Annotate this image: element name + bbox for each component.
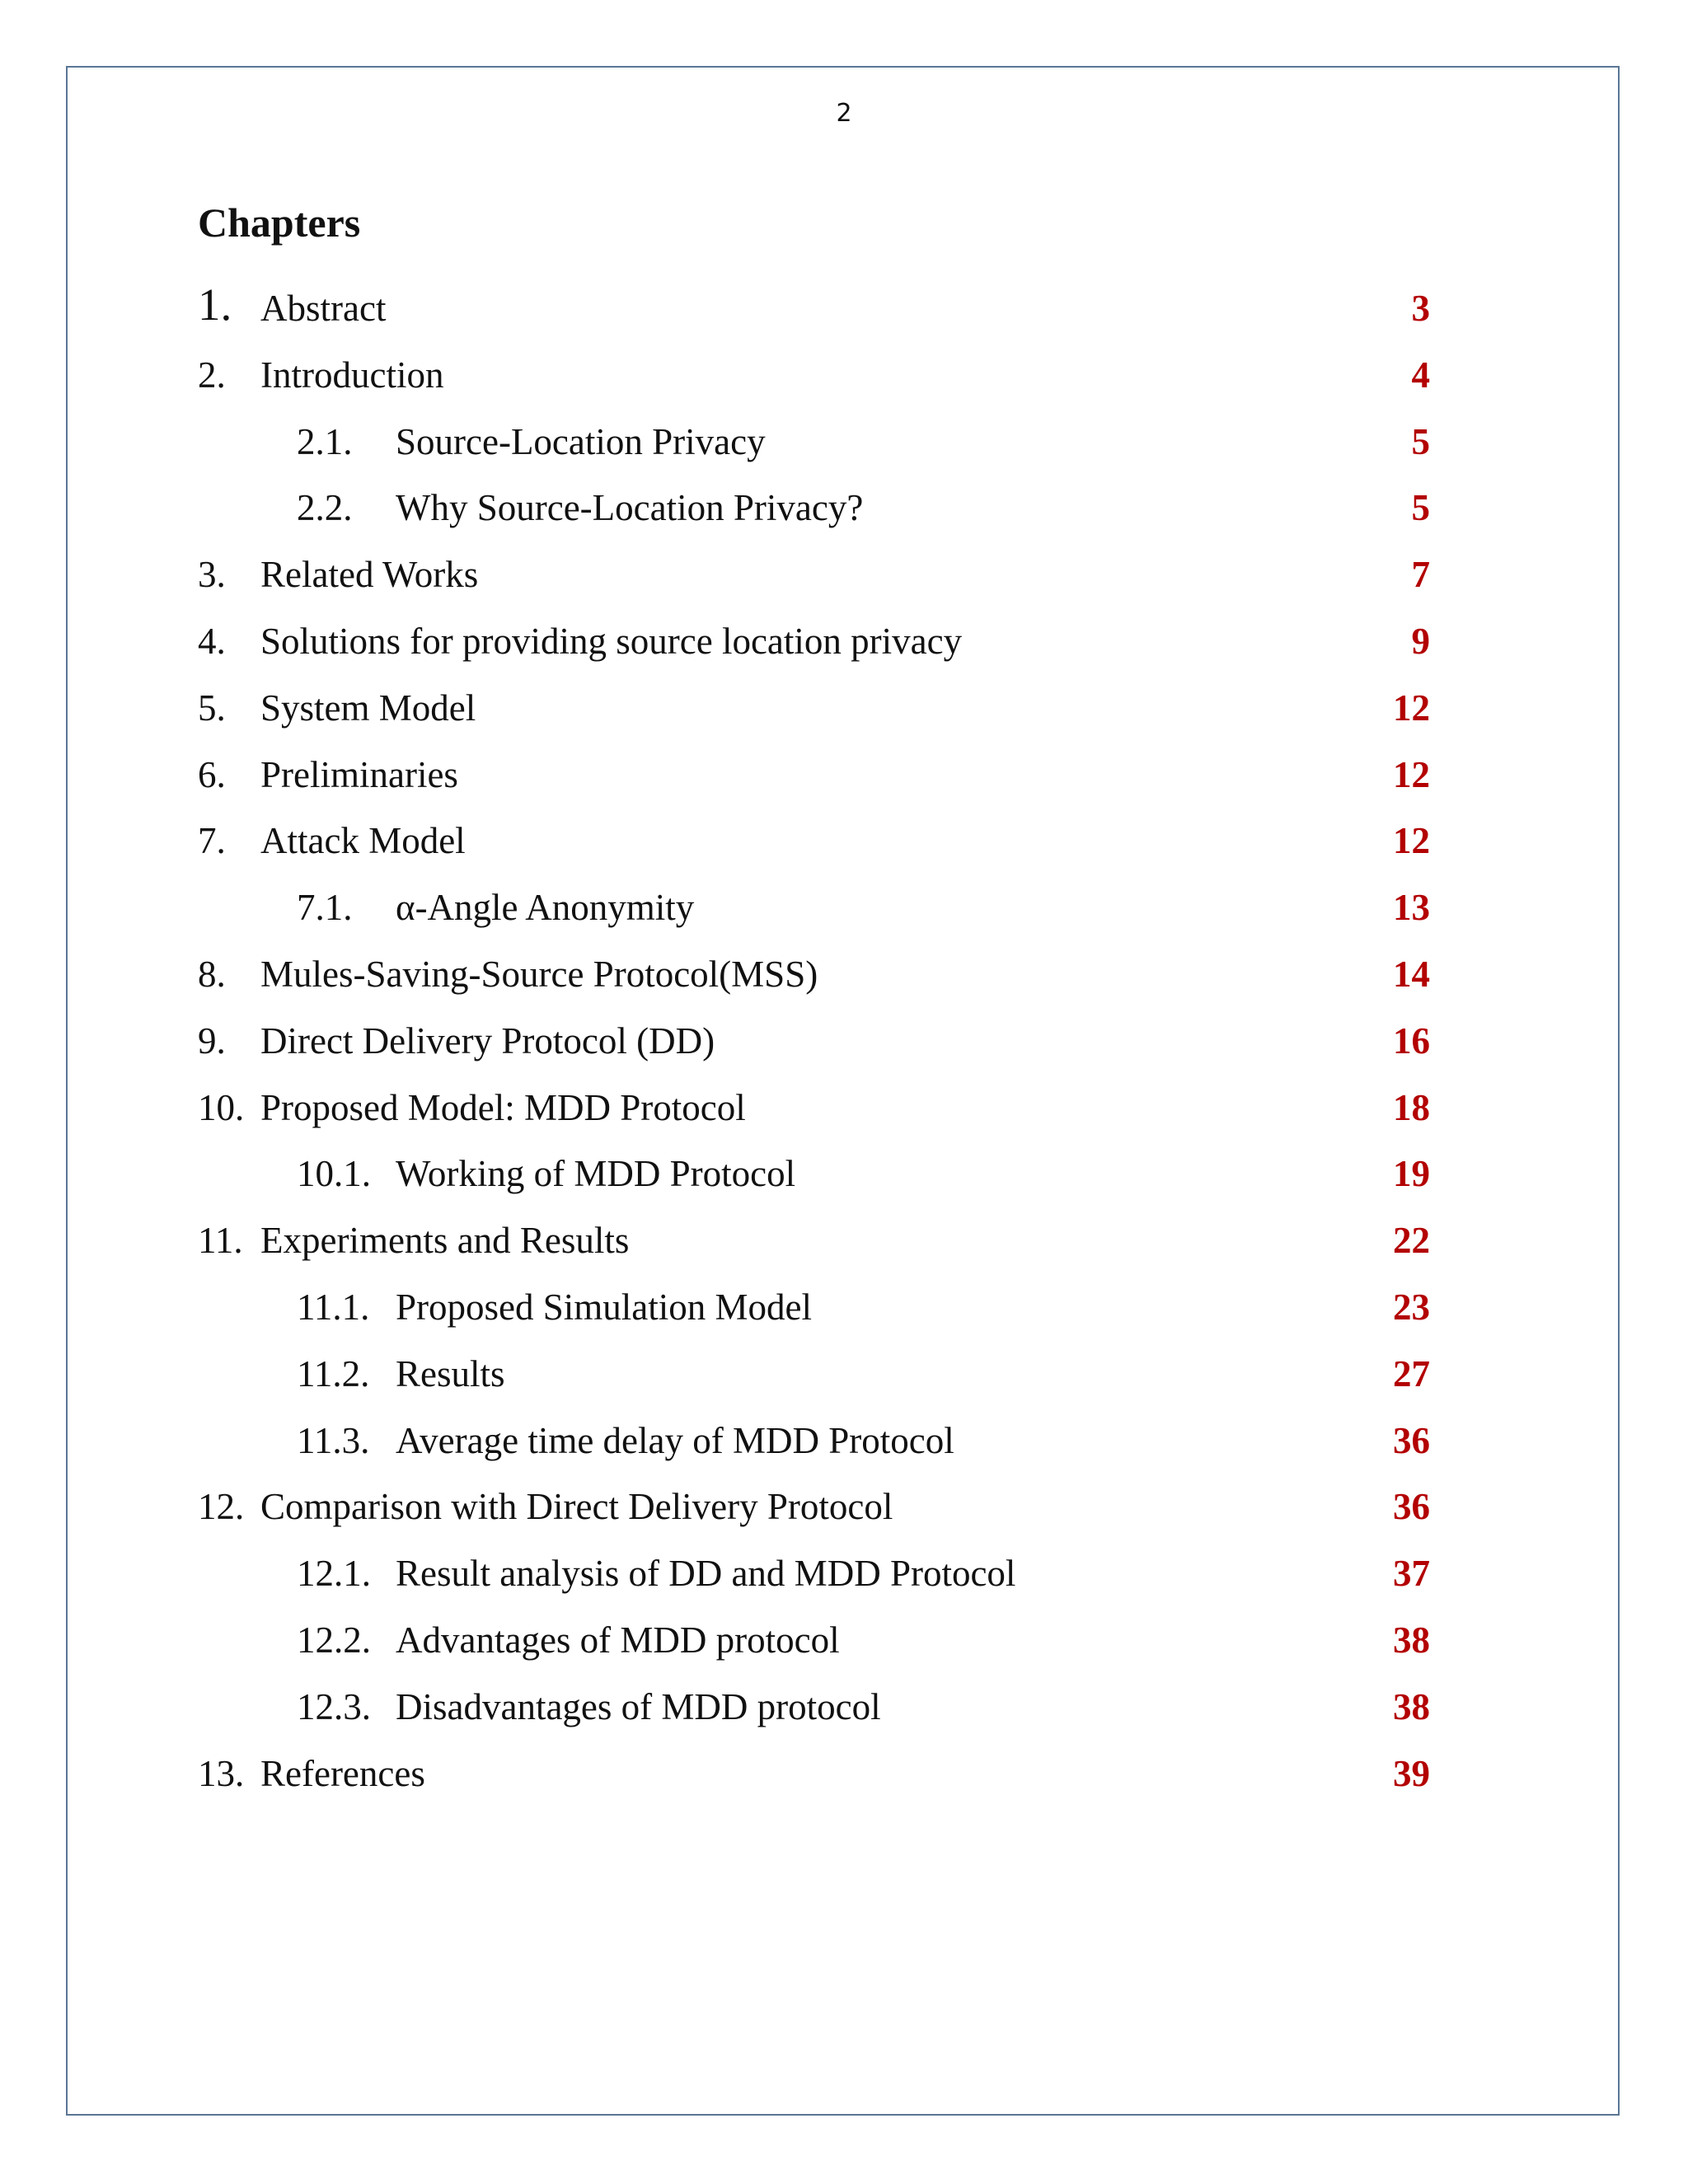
toc-entry-page: 9: [1411, 620, 1430, 662]
toc-entry-number: 11.1.: [297, 1286, 370, 1328]
toc-entry-number: 2.: [198, 354, 226, 396]
toc-entry-title: Why Source-Location Privacy?: [396, 487, 864, 529]
table-of-contents: [198, 279, 1430, 1815]
toc-entry-page: 12: [1393, 753, 1430, 795]
toc-entry-number: 4.: [198, 620, 226, 662]
toc-entry-page: 19: [1393, 1153, 1430, 1195]
toc-entry-title: System Model: [260, 687, 476, 729]
toc-entry-page: 39: [1393, 1752, 1430, 1794]
toc-entry-page: 12: [1393, 820, 1430, 862]
page-number: 2: [836, 99, 852, 128]
toc-entry-page: 3: [1411, 288, 1430, 329]
toc-entry-comparison[interactable]: [198, 1482, 1430, 1549]
toc-heading: Chapters: [198, 199, 361, 246]
toc-entry-page: 37: [1393, 1553, 1430, 1595]
toc-entry-page: 5: [1411, 420, 1430, 462]
toc-entry-preliminaries[interactable]: [198, 750, 1430, 817]
toc-entry-page: 38: [1393, 1685, 1430, 1727]
toc-entry-number: 12.: [198, 1486, 245, 1528]
toc-entry-number: 7.1.: [297, 887, 353, 929]
toc-entry-abstract[interactable]: [198, 279, 1430, 350]
toc-entry-system-model[interactable]: [198, 683, 1430, 750]
toc-entry-number: 8.: [198, 953, 226, 995]
toc-entry-mss-protocol[interactable]: [198, 949, 1430, 1016]
toc-entry-working-of-mdd[interactable]: [198, 1149, 1430, 1216]
toc-entry-title: Results: [396, 1352, 505, 1394]
toc-entry-introduction[interactable]: [198, 350, 1430, 417]
toc-entry-page: 7: [1411, 554, 1430, 596]
toc-entry-title: Solutions for providing source location privacy: [260, 620, 963, 662]
toc-entry-title: Proposed Model: MDD Protocol: [260, 1086, 746, 1128]
toc-entry-title: Introduction: [260, 354, 444, 396]
toc-entry-page: 12: [1393, 687, 1430, 729]
toc-entry-proposed-simulation-model[interactable]: [198, 1282, 1430, 1349]
toc-entry-number: 9.: [198, 1019, 226, 1062]
toc-entry-disadvantages[interactable]: [198, 1682, 1430, 1749]
toc-entry-solutions[interactable]: [198, 616, 1430, 683]
toc-entry-number: 5.: [198, 687, 226, 729]
toc-entry-number: 10.: [198, 1086, 245, 1128]
toc-entry-title: References: [260, 1752, 425, 1794]
toc-entry-title: Experiments and Results: [260, 1220, 630, 1262]
toc-entry-attack-model[interactable]: [198, 816, 1430, 883]
toc-entry-page: 27: [1393, 1352, 1430, 1394]
toc-entry-number: 11.: [198, 1220, 243, 1262]
toc-entry-results[interactable]: [198, 1349, 1430, 1416]
toc-entry-number: 3.: [198, 554, 226, 596]
toc-entry-title: Advantages of MDD protocol: [396, 1619, 840, 1661]
toc-entry-number: 7.: [198, 820, 226, 862]
toc-entry-title: Preliminaries: [260, 753, 458, 795]
toc-entry-number: 12.1.: [297, 1553, 371, 1595]
toc-entry-title: Average time delay of MDD Protocol: [396, 1419, 954, 1461]
toc-entry-title: Attack Model: [260, 820, 466, 862]
toc-entry-related-works[interactable]: [198, 550, 1430, 616]
toc-entry-why-source-location-privacy[interactable]: [198, 483, 1430, 550]
toc-entry-title: Result analysis of DD and MDD Protocol: [396, 1553, 1016, 1595]
toc-entry-page: 5: [1411, 487, 1430, 529]
toc-entry-number: 1.: [198, 279, 232, 330]
toc-entry-page: 14: [1393, 953, 1430, 995]
toc-entry-average-time-delay[interactable]: [198, 1416, 1430, 1483]
toc-entry-proposed-model[interactable]: [198, 1083, 1430, 1150]
toc-entry-page: 4: [1411, 354, 1430, 396]
toc-entry-page: 36: [1393, 1486, 1430, 1528]
toc-entry-title: Working of MDD Protocol: [396, 1153, 796, 1195]
toc-entry-number: 11.3.: [297, 1419, 370, 1461]
toc-entry-title: Disadvantages of MDD protocol: [396, 1685, 881, 1727]
toc-entry-title: Proposed Simulation Model: [396, 1286, 812, 1328]
toc-entry-title: Direct Delivery Protocol (DD): [260, 1019, 715, 1062]
toc-entry-number: 6.: [198, 753, 226, 795]
toc-entry-page: 36: [1393, 1419, 1430, 1461]
toc-entry-alpha-angle-anonymity[interactable]: [198, 883, 1430, 949]
toc-entry-dd-protocol[interactable]: [198, 1016, 1430, 1083]
toc-entry-page: 22: [1393, 1220, 1430, 1262]
toc-entry-page: 18: [1393, 1086, 1430, 1128]
toc-entry-number: 2.2.: [297, 487, 353, 529]
toc-entry-number: 11.2.: [297, 1352, 370, 1394]
toc-entry-experiments-and-results[interactable]: [198, 1216, 1430, 1282]
toc-entry-advantages[interactable]: [198, 1615, 1430, 1682]
toc-entry-source-location-privacy[interactable]: [198, 417, 1430, 484]
toc-entry-number: 2.1.: [297, 420, 353, 462]
toc-entry-title: Related Works: [260, 554, 479, 596]
toc-entry-title: Mules-Saving-Source Protocol(MSS): [260, 953, 818, 995]
toc-entry-number: 12.2.: [297, 1619, 371, 1661]
toc-entry-references[interactable]: [198, 1749, 1430, 1816]
toc-entry-title: α-Angle Anonymity: [396, 887, 695, 929]
toc-entry-title: Source-Location Privacy: [396, 420, 766, 462]
toc-entry-number: 10.1.: [297, 1153, 371, 1195]
toc-entry-page: 16: [1393, 1019, 1430, 1062]
toc-entry-number: 13.: [198, 1752, 245, 1794]
toc-entry-page: 13: [1393, 887, 1430, 929]
toc-entry-page: 38: [1393, 1619, 1430, 1661]
toc-entry-title: Abstract: [260, 288, 387, 329]
toc-entry-result-analysis[interactable]: [198, 1549, 1430, 1615]
toc-entry-number: 12.3.: [297, 1685, 371, 1727]
toc-entry-page: 23: [1393, 1286, 1430, 1328]
toc-entry-title: Comparison with Direct Delivery Protocol: [260, 1486, 893, 1528]
